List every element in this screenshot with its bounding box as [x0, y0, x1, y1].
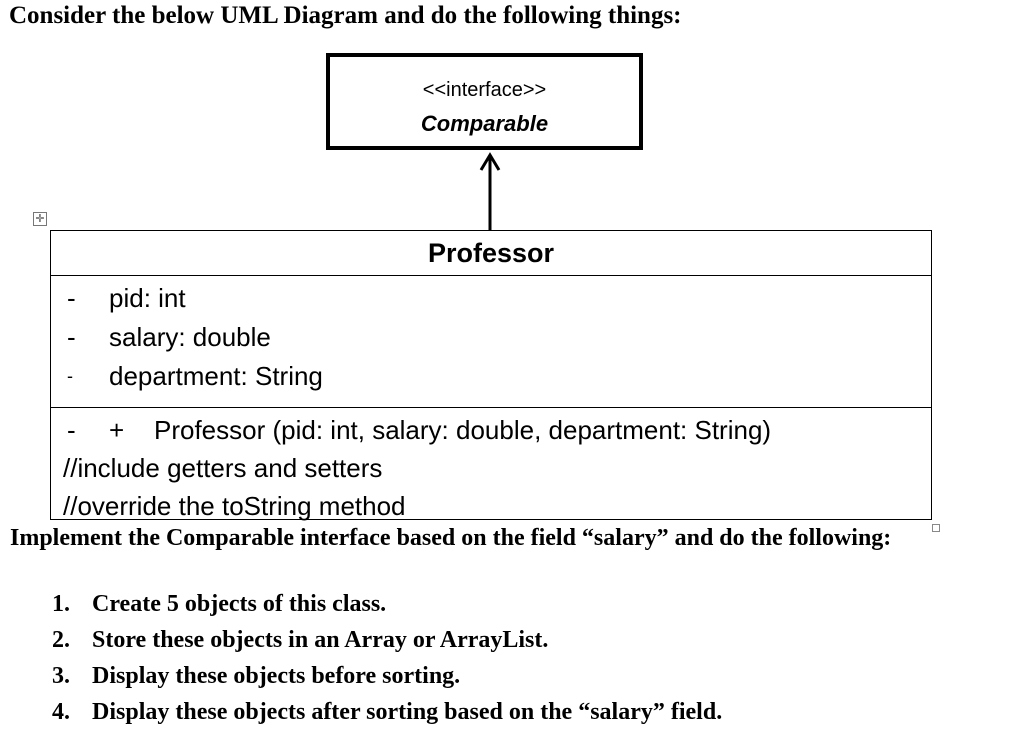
attribute-item: pid: int	[109, 283, 186, 313]
list-item-number: 1.	[52, 591, 70, 617]
list-item-number: 4.	[52, 699, 70, 725]
interface-stereotype: <<interface>>	[422, 79, 547, 101]
attribute-item: department: String	[109, 361, 323, 391]
list-item	[52, 586, 722, 622]
attribute-visibility: -	[67, 283, 76, 313]
attribute-visibility: -	[67, 322, 76, 352]
attribute-item: salary: double	[109, 322, 271, 352]
list-item-text: Display these objects after sorting based on the “salary” field.	[92, 699, 723, 725]
list-item-text: Create 5 objects of this class.	[92, 591, 387, 617]
interface-box	[326, 53, 643, 150]
page-heading: Consider the below UML Diagram and do the following things:	[9, 2, 682, 29]
class-name: Professor	[51, 231, 931, 276]
class-box	[50, 230, 932, 520]
attributes-section	[51, 276, 931, 408]
list-item-number: 3.	[52, 663, 70, 689]
comment-getters-setters: //include getters and setters	[63, 453, 383, 483]
move-icon[interactable]: ✛	[33, 212, 47, 226]
interface-name: Comparable	[420, 111, 549, 136]
list-item	[52, 622, 722, 658]
method-prefix: -	[67, 415, 76, 445]
attribute-visibility: -	[67, 366, 73, 386]
method-visibility: +	[109, 415, 125, 445]
realization-arrow	[470, 150, 510, 232]
methods-section	[51, 408, 931, 520]
resize-handle-icon[interactable]	[932, 524, 940, 532]
list-item	[52, 658, 722, 694]
task-list	[52, 586, 722, 730]
list-item	[52, 694, 722, 730]
list-item-text: Store these objects in an Array or ArrayList.	[92, 627, 549, 653]
comment-tostring: //override the toString method	[63, 491, 406, 521]
constructor-signature: Professor (pid: int, salary: double, department: String)	[154, 415, 772, 445]
list-item-number: 2.	[52, 627, 70, 653]
instruction-text: Implement the Comparable interface based on the field “salary” and do the following:	[10, 525, 892, 551]
list-item-text: Display these objects before sorting.	[92, 663, 461, 689]
